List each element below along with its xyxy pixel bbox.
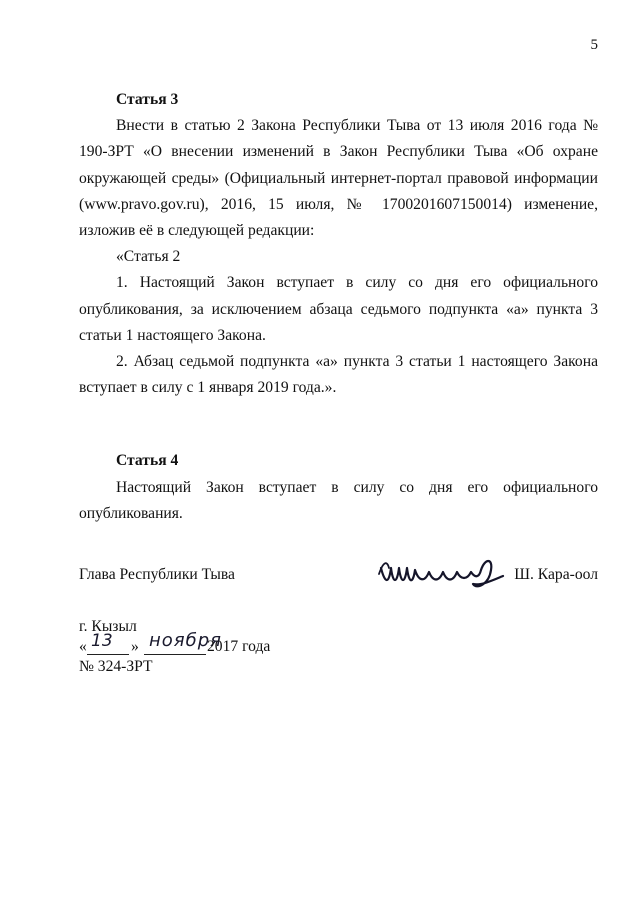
law-number: № 324-ЗРТ — [79, 658, 153, 675]
signatory-name: Ш. Кара-оол — [514, 566, 598, 583]
article-3-item-1: 1. Настоящий Закон вступает в силу со дня его официального опубликования, за исключением абзаца седьмого подпункта «а» пункта 3 статьи 1 настоящего Закона. — [79, 274, 598, 344]
handwritten-month: ноября — [149, 630, 222, 651]
handwritten-signature — [377, 554, 507, 594]
section-gap — [79, 401, 598, 448]
article-3-item-2: 2. Абзац седьмой подпункта «а» пункта 3 статьи 1 настоящего Закона вступает в силу с 1 января 2019 года.». — [79, 353, 598, 397]
handwritten-day: 13 — [91, 631, 113, 651]
place-and-date-block — [79, 617, 271, 677]
day-underline — [87, 654, 129, 655]
article-3-intro: Внести в статью 2 Закона Республики Тыва от 13 июля 2016 года № 190-ЗРТ «О внесении изменений в Закон Республики Тыва «Об охране окружающей среды» (Официальный интернет-портал правовой информации (www.pravo.gov.ru), 2016, 15 июля, № 1700201607150014) изменение, изложив её в следующей редакции: — [79, 117, 598, 240]
article-4-heading: Статья 4 — [116, 452, 179, 470]
signatory-title: Глава Республики Тыва — [79, 566, 235, 583]
article-3-quote-heading: «Статья 2 — [116, 248, 181, 266]
article-4-text: Настоящий Закон вступает в силу со дня его официального опубликования. — [79, 478, 598, 522]
page-number: 5 — [590, 37, 598, 53]
date-line — [79, 630, 271, 657]
date-close-quote: » — [131, 638, 139, 655]
article-3-heading: Статья 3 — [116, 91, 179, 108]
document-body — [79, 87, 598, 527]
date-year: 2017 года — [207, 638, 271, 655]
month-underline — [144, 654, 206, 655]
date-open-quote: « — [79, 638, 87, 655]
city-name: г. Кызыл — [79, 618, 137, 635]
